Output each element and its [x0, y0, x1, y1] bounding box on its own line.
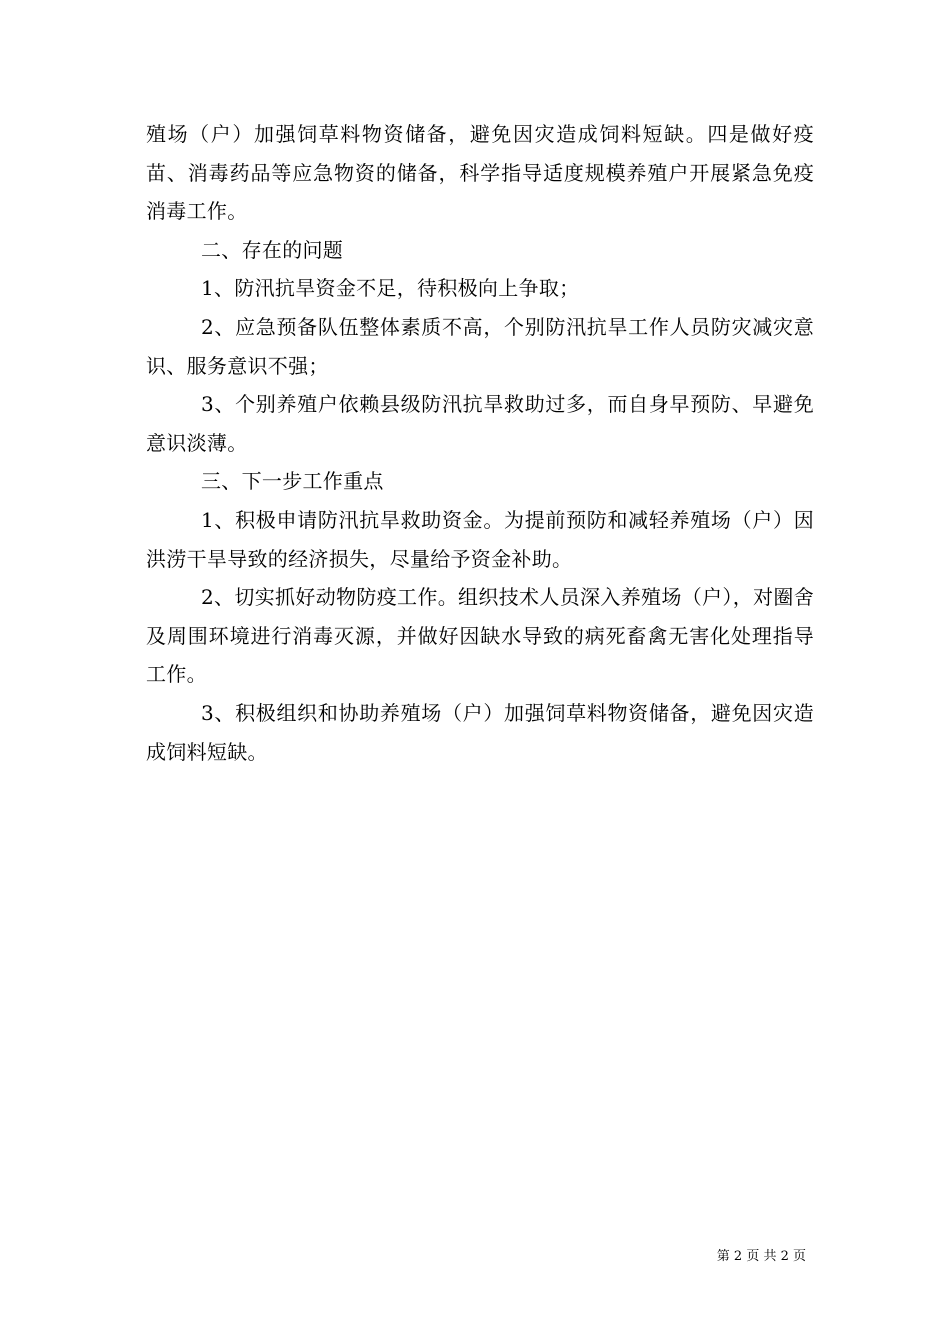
problem-item-2: 2、应急预备队伍整体素质不高，个别防汛抗旱工作人员防灾减灾意识、服务意识不强； — [146, 314, 814, 378]
next-step-item-1: 1、积极申请防汛抗旱救助资金。为提前预防和减轻养殖场（户）因洪涝干旱导致的经济损失，尽量给予资金补助。 — [146, 507, 814, 571]
section-heading-next-steps: 三、下一步工作重点 — [201, 469, 384, 494]
problem-item-1: 1、防汛抗旱资金不足，待积极向上争取； — [201, 276, 580, 301]
problem-item-3: 3、个别养殖户依赖县级防汛抗旱救助过多，而自身早预防、早避免意识淡薄。 — [146, 392, 814, 455]
document-body — [146, 115, 814, 771]
next-step-item-2: 2、切实抓好动物防疫工作。组织技术人员深入养殖场（户），对圈舍及周围环境进行消毒灭源，并做好因缺水导致的病死畜禽无害化处理指导工作。 — [146, 585, 814, 687]
section-heading-problems: 二、存在的问题 — [201, 237, 344, 262]
paragraph-continuation: 殖场（户）加强饲草料物资储备，避免因灾造成饲料短缺。四是做好疫苗、消毒药品等应急物资的储备，科学指导适度规模养殖户开展紧急免疫消毒工作。 — [146, 122, 814, 224]
page-number-footer: 第 2 页 共 2 页 — [716, 1249, 806, 1264]
next-step-item-3: 3、积极组织和协助养殖场（户）加强饲草料物资储备，避免因灾造成饲料短缺。 — [146, 700, 814, 764]
